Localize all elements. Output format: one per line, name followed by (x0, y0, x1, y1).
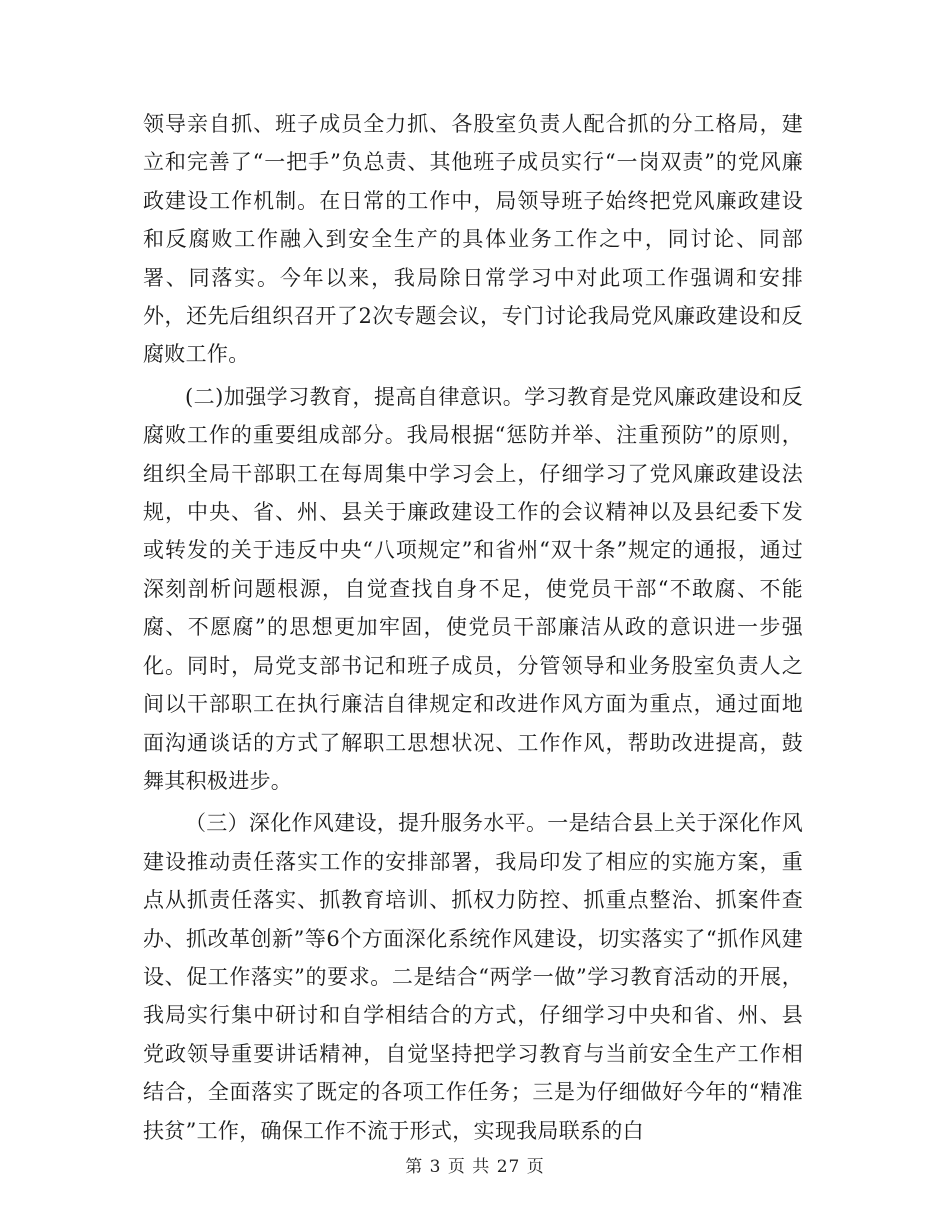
page-footer: 第 3 页 共 27 页 (405, 1157, 545, 1177)
paragraph-continuation: 领导亲自抓、班子成员全力抓、各股室负责人配合抓的分工格局，建立和完善了“一把手”负总责、其他班子成员实行“一岗双责”的党风廉政建设工作机制。在日常的工作中，局领导班子始终把党风廉政建设和反腐败工作融入到安全生产的具体业务工作之中，同讨论、同部署、同落实。今年以来，我局除日常学习中对此项工作强调和安排外，还先后组织召开了2次专题会议，专门讨论我局党风廉政建设和反腐败工作。 (143, 112, 803, 367)
paragraph-section-two: (二)加强学习教育，提高自律意识。学习教育是党风廉政建设和反腐败工作的重要组成部分。我局根据“惩防并举、注重预防”的原则，组织全局干部职工在每周集中学习会上，仔细学习了党风廉政建设法规，中央、省、州、县关于廉政建设工作的会议精神以及县纪委下发或转发的关于违反中央“八项规定”和省州“双十条”规定的通报，通过深刻剖析问题根源，自觉查找自身不足，使党员干部“不敢腐、不能腐、不愿腐”的思想更加牢固，使党员干部廉洁从政的意识进一步强化。同时，局党支部书记和班子成员，分管领导和业务股室负责人之间以干部职工在执行廉洁自律规定和改进作风方面为重点，通过面地面沟通谈话的方式了解职工思想状况、工作作风，帮助改进提高，鼓舞其积极进步。 (143, 384, 803, 793)
document-body (143, 105, 803, 1154)
paragraph-section-three: （三）深化作风建设，提升服务水平。一是结合县上关于深化作风建设推动责任落实工作的安排部署，我局印发了相应的实施方案，重点从抓责任落实、抓教育培训、抓权力防控、抓重点整治、抓案件查办、抓改革创新”等6个方面深化系统作风建设，切实落实了“抓作风建设、促工作落实”的要求。二是结合“两学一做”学习教育活动的开展，我局实行集中研讨和自学相结合的方式，仔细学习中央和省、州、县党政领导重要讲话精神，自觉坚持把学习教育与当前安全生产工作相结合，全面落实了既定的各项工作任务；三是为仔细做好今年的“精准扶贫”工作，确保工作不流于形式，实现我局联系的白 (143, 811, 803, 1143)
